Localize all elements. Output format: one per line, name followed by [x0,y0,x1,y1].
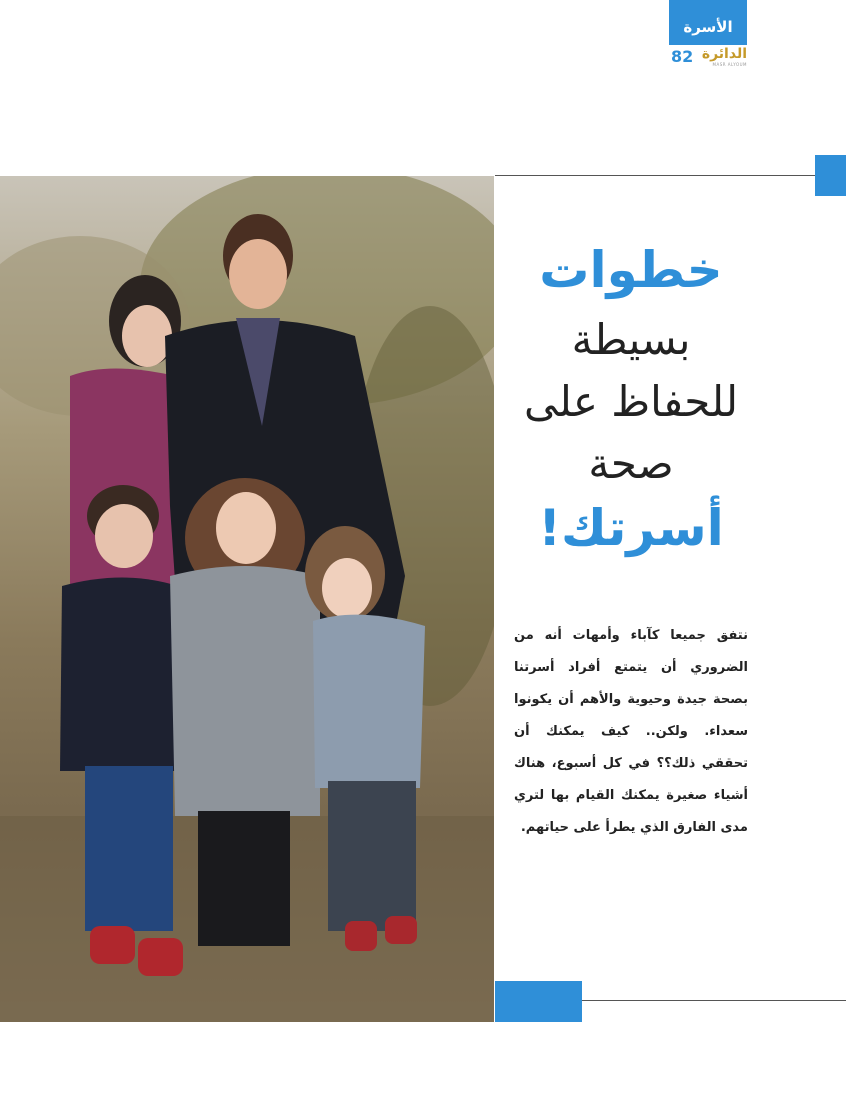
title-line-4: صحة [588,439,674,488]
logo-subtext: MASR ALYOUM [712,62,747,67]
title-line-2: بسيطة [571,315,691,364]
logo-text: الدائرة [701,46,747,62]
bottom-accent-block [495,981,582,1022]
title-line-3: للحفاظ على [523,377,739,426]
article-title [500,241,762,561]
section-badge-header [669,0,747,45]
magazine-logo [697,46,747,66]
bottom-divider-line [582,1000,846,1001]
top-divider-line [495,175,815,176]
section-name: الأسرة [683,18,733,36]
family-photo [0,176,494,1022]
title-line-5: أسرتك! [538,499,724,557]
page-number: 82 [671,47,694,66]
top-accent-block [815,155,846,196]
family-photo-illustration [0,176,494,1022]
article-intro-paragraph: نتفق جميعا كآباء وأمهات أنه من الضروري أن يتمتع أفراد أسرتنا بصحة جيدة وحيوية والأهم أن يكونوا سعداء. ولكن.. كيف يمكنك أن تحققي ذلك؟؟ في كل أسبوع، هناك أشياء صغيرة يمكنك القيام بها لتري مدى الفارق الذي يطرأ على حياتهم. [514,628,748,835]
section-badge [669,0,747,67]
title-line-1: خطوات [539,241,723,299]
